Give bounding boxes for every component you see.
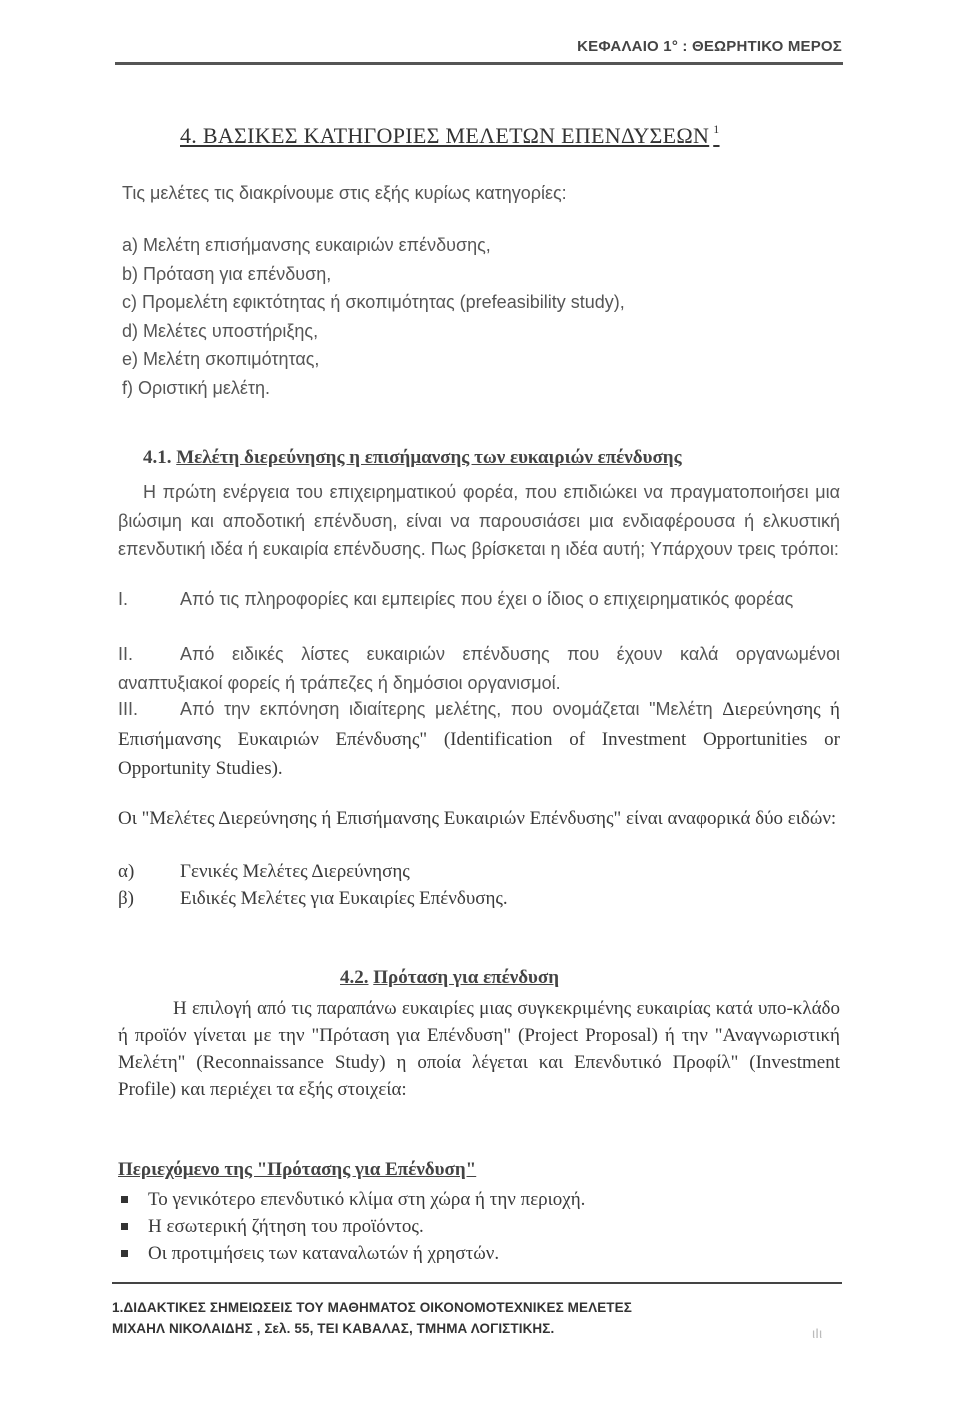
- list-item: c) Προμελέτη εφικτότητας ή σκοπιμότητας (prefeasibility study),: [122, 292, 625, 312]
- study-types-list: [118, 858, 508, 912]
- item-text: Οι προτιμήσεις των καταναλωτών ή χρηστών.: [148, 1243, 500, 1264]
- item-text: Το γενικότερο επενδυτικό κλίμα στη χώρα ή την περιοχή.: [148, 1189, 586, 1210]
- list-item: [118, 1186, 585, 1213]
- item-label: β): [118, 888, 134, 909]
- roman-numeral: III.: [118, 699, 139, 719]
- bullet-icon: [121, 1196, 128, 1203]
- roman-numeral: I.: [118, 589, 129, 609]
- studies-intro: Οι "Μελέτες Διερεύνησης ή Επισήμανσης Ευκαιριών Επένδυσης" είναι αναφορικά δύο ειδών:: [118, 808, 837, 829]
- header-rule: [115, 62, 843, 65]
- section-number: 4.1.: [143, 447, 172, 468]
- ways-list: [118, 585, 840, 614]
- ways-list: [118, 640, 840, 697]
- list-item: [118, 695, 840, 784]
- footnote: [112, 1297, 632, 1339]
- footnote-line: 1.ΔΙΔΑΚΤΙΚΕΣ ΣΗΜΕΙΩΣΕΙΣ ΤΟΥ ΜΑΘΗΜΑΤΟΣ ΟΙΚΟΝΟΜΟΤΕΧΝΙΚΕΣ ΜΕΛΕΤΕΣ: [112, 1300, 632, 1315]
- contents-heading: Περιεχόμενο της "Πρότασης για Επένδυση": [118, 1159, 477, 1180]
- list-item: [118, 640, 840, 697]
- paragraph-text: Η επιλογή από τις παραπάνω ευκαιρίες μιας συγκεκριμένης ευκαιρίας κατά υπο-κλάδο ή προϊόν γίνεται με την "Πρόταση για Επένδυση" (Project Proposal) ή την "Αναγνωριστική Μελέτη" (Reconnaissance Study) η οποία λέγεται και Επενδυτικό Προφίλ" (Investment Profile) και περιέχει τα εξής στοιχεία:: [118, 998, 840, 1100]
- roman-numeral: II.: [118, 644, 134, 664]
- item-label: α): [118, 861, 135, 882]
- footnote-rule: [112, 1282, 842, 1284]
- list-item: b) Πρόταση για επένδυση,: [122, 263, 332, 284]
- chapter-header: ΚΕΦΑΛΑΙΟ 1° : ΘΕΩΡΗΤΙΚΟ ΜΕΡΟΣ: [577, 38, 842, 55]
- list-item: d) Μελέτες υποστήριξης,: [122, 320, 319, 341]
- section-paragraph: [118, 478, 840, 564]
- bullet-icon: [121, 1223, 128, 1230]
- title-footnote-mark: 1: [713, 122, 720, 136]
- page-mark: ιΙι: [812, 1325, 823, 1341]
- section-title: Μελέτη διερεύνησης η επισήμανσης των ευκαιριών επένδυσης: [176, 447, 682, 468]
- footnote-line: ΜΙΧΑΗΛ ΝΙΚΟΛΑΙΔΗΣ , Σελ. 55, ΤΕΙ ΚΑΒΑΛΑΣ, ΤΜΗΜΑ ΛΟΓΙΣΤΙΚΗΣ.: [112, 1321, 555, 1336]
- way-text: Από ειδικές λίστες ευκαιριών επένδυσης που έχουν καλά οργανωμένοι αναπτυξιακοί φορείς ή τράπεζες ή δημόσιοι οργανισμοί.: [118, 644, 840, 693]
- intro-text: Τις μελέτες τις διακρίνουμε στις εξής κυρίως κατηγορίες:: [122, 183, 567, 203]
- list-item: [118, 1213, 585, 1240]
- section-heading: [340, 967, 559, 989]
- item-text: Γενικές Μελέτες Διερεύνησης: [180, 861, 410, 882]
- item-text: Η εσωτερική ζήτηση του προϊόντος.: [148, 1216, 424, 1237]
- section-heading: [143, 447, 682, 469]
- list-item: [118, 858, 508, 885]
- list-item: f) Οριστική μελέτη.: [122, 377, 271, 398]
- title-text: 4. ΒΑΣΙΚΕΣ ΚΑΤΗΓΟΡΙΕΣ ΜΕΛΕΤΩΝ ΕΠΕΝΔΥΣΕΩΝ: [180, 123, 710, 148]
- list-item: [118, 885, 508, 912]
- section-title: Πρόταση για επένδυση: [373, 967, 560, 988]
- bullet-icon: [121, 1250, 128, 1257]
- list-item: [118, 1240, 585, 1267]
- ways-list: [118, 695, 840, 784]
- section-number: 4.2.: [340, 967, 369, 988]
- contents-list: [118, 1186, 585, 1267]
- list-item: [118, 585, 840, 614]
- list-item: e) Μελέτη σκοπιμότητας,: [122, 349, 320, 369]
- way-text-continued: Διερεύνησης ή Επισήμανσης Ευκαιριών Επένδυσης" (Identification of Investment Opportunities or Opportunity Studies).: [118, 699, 840, 779]
- list-item: a) Μελέτη επισήμανσης ευκαιριών επένδυσης,: [122, 235, 491, 255]
- way-text: Από τις πληροφορίες και εμπειρίες που έχει ο ίδιος ο επιχειρηματικός φορέας: [180, 589, 794, 609]
- page-title: [180, 122, 720, 149]
- paragraph-text: Η πρώτη ενέργεια του επιχειρηματικού φορέα, που επιδιώκει να πραγματοποιήσει μια βιώσιμη και αποδοτική επένδυση, είναι να παρουσιάσει μια ενδιαφέρουσα ή ελκυστική επενδυτική ιδέα ή ευκαιρία επένδυσης. Πως βρίσκεται η ιδέα αυτή; Υπάρχουν τρεις τρόποι:: [118, 482, 840, 559]
- section-paragraph: [118, 995, 840, 1103]
- item-text: Ειδικές Μελέτες για Ευκαιρίες Επένδυσης.: [180, 888, 508, 909]
- way-text: Από την εκπόνηση ιδιαίτερης μελέτης, που ονομάζεται "Μελέτη: [180, 699, 713, 719]
- category-list: [122, 231, 625, 402]
